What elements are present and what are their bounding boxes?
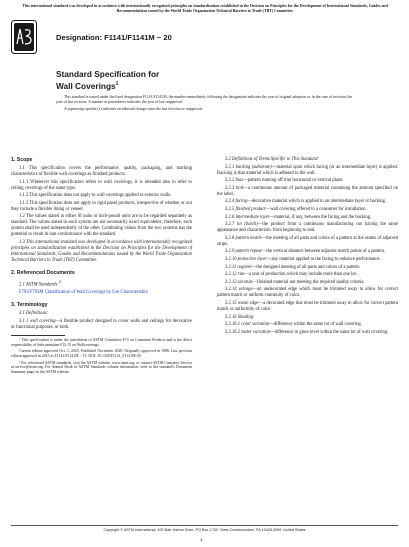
definition (217, 265, 398, 271)
definition-text: —pattern running off true horizontal or vertical plane. (243, 178, 344, 184)
header-notice: This international standard was developed in accordance with internationally recognized principles on standardization established in the Decision on Principles for the Development of International Standards, Guides and Recommendations issued by the World Trade Organization Technical Barriers to Trade (TBT) Committee. (22, 4, 388, 13)
term: 3.2.12 run (225, 272, 245, 278)
footnote: ² For referenced ASTM standards, visit the ASTM website, www.astm.org, or contact ASTM Customer Service at service@astm.org. For Annual Book of ASTM Standards volume information, refer to the standard's Document Summary page on the ASTM website. (11, 360, 192, 375)
right-column (217, 157, 398, 337)
definition (217, 315, 398, 321)
term: 3.2.16.2 luster variation (225, 329, 270, 335)
paragraph: 1.2 The values stated in either SI units or inch-pound units are to be regarded separately as standard. The values stated in each system are not necessarily exact equivalents; therefore, each system shall be used independently of the other. Combining values from the two systems has the potential to result in non-conformance with the standard. (11, 214, 192, 238)
term: 3.2.10 protective layer (225, 256, 267, 262)
paragraph (11, 279, 192, 289)
title-line-1: Standard Specification for (56, 69, 160, 79)
definition (217, 287, 398, 299)
definition-text: —material upon which facing (or an intermediate layer) is applied. Backing is that material which is adhered to the wall. (217, 164, 399, 176)
term: 3.2.13 seconds (225, 279, 253, 285)
section-heading: 2. Referenced Documents (11, 269, 75, 276)
definition-text: —a decorated edge that must be trimmed away to allow for correct pattern match or uniformity of color. (217, 300, 398, 312)
definition (217, 186, 398, 198)
footnote: Current edition approved Oct. 1, 2020. Published November 2020. Originally approved in 1988. Last previous edition approved in 2015 as F1141/F1141M − 15. DOI: 10.1520/F1141_F1141M-20. (11, 349, 192, 359)
paragraph: 1.1.2 This specification does not apply to wall coverings applied to exterior walls. (19, 193, 172, 199)
document-title (56, 69, 316, 91)
paragraph: 1.3 This international standard was developed in accordance with internationally recognized principles on standardization established in the Decision on Principles for the Development of International Standards, Guides and Recommendations issued by the World Trade Organization Technical Barriers to Trade (TBT) Committee. (11, 239, 192, 263)
definition-text: —material, if any, between the facing and the backing. (269, 214, 372, 220)
copyright-footer: Copyright © ASTM International, 100 Barr Harbor Drive, PO Box C700, West Conshohocken, PA 19428-2959. United States (103, 528, 306, 532)
footnote-divider (11, 335, 65, 336)
left-column (11, 157, 192, 377)
definition (217, 257, 398, 263)
term: 3.1.1 wall covering (19, 318, 56, 324)
term: 3.2.1 backing (substrate) (225, 164, 272, 170)
section-heading: 1. Scope (11, 157, 33, 163)
intro-block (56, 95, 356, 114)
term: 3.2.11 register (225, 264, 252, 270)
definition (217, 322, 398, 328)
definition (217, 222, 398, 234)
footnote-ref: 2 (58, 279, 61, 284)
definition (217, 199, 398, 205)
definition (217, 178, 398, 184)
term: 3.2.4 facing (225, 199, 248, 205)
title-line-2 (56, 79, 316, 91)
term: 3.2.3 bolt (225, 185, 244, 191)
definitions-list (217, 165, 398, 336)
paragraph: 1.1 This specification covers the performance, quality, packaging, and marking characteristics of flexible wall coverings as finished products. (11, 166, 192, 177)
definition-text: —a unit of production which may include more than one lot. (244, 272, 357, 278)
intro-paragraph: This standard is issued under the fixed designation F1141/F1141M; the number immediately following the designation indicates the year of original adoption or, in the case of revision, the year of last revision. A number in parentheses indicates the year of last reapproval. (56, 95, 353, 105)
reference-link[interactable]: F793/F793M Classification of Wall Coverings by Use Characteristics (19, 290, 149, 296)
definition-text: —wall covering offered to a consumer for installation. (265, 206, 367, 212)
astm-logo-icon (11, 20, 37, 54)
definition (217, 165, 398, 177)
subheading: 3.2 Definitions of Terms Specific to This Standard: (225, 157, 320, 162)
definition (217, 280, 398, 286)
definition-text: —the vertical distance between adjacent match points of a pattern. (261, 249, 386, 255)
intro-paragraph: A superscript epsilon (ε) indicates an editorial change since the last revision or reapproval. (64, 107, 204, 112)
definition-text: —a flexible product designed to cover walls and ceilings for decorative or functional purposes, or both. (11, 318, 192, 330)
term: 3.2.9 pattern repeat (225, 249, 262, 255)
title-text: Wall Coverings (56, 80, 116, 91)
term: 3.2.8 pattern match (225, 235, 262, 241)
definition-text: —a continuous amount of packaged material containing the amount specified on the label. (217, 185, 398, 197)
definition (11, 319, 192, 331)
footer-divider (11, 525, 398, 526)
term: 3.2.16 Shading: (225, 314, 255, 320)
definition-text: —the designed meeting of all parts and colors of a pattern. (251, 264, 361, 270)
definition (217, 207, 398, 213)
definition-text: —difference in gloss level within the same lot of wall covering. (270, 329, 389, 335)
subheading: 2.1 ASTM Standards: (19, 282, 59, 288)
page-number: 1 (200, 537, 203, 542)
footnote: ¹ This specification is under the jurisdiction of ASTM Committee F15 on Consumer Products and is the direct responsibility of Subcommittee F15.15 on Wallcoverings. (11, 337, 192, 347)
term: 3.2.2 bias (225, 178, 244, 184)
definition-text: —any material applied to the facing to enhance performance. (266, 256, 381, 262)
definition (217, 330, 398, 336)
definition-text: —an undecorated edge which must be trimmed away to allow for correct pattern match or uniform continuity of color. (217, 287, 398, 299)
definition (217, 215, 398, 221)
subheading: 3.1 Definitions: (19, 311, 49, 317)
definition (217, 236, 398, 248)
section-heading: 3. Terminology (11, 302, 48, 309)
definition-text: —decorative material which is applied to an intermediate layer or backing. (247, 199, 387, 205)
term: 3.2.5 finished product (225, 206, 266, 212)
term: 3.2.7 lot (batch) (225, 222, 258, 228)
term: 3.2.15 waste edge (225, 300, 259, 306)
term: 3.2.6 intermediate layer (225, 214, 270, 220)
paragraph: 1.1.3 This specification does not apply to rigid panel products, irrespective of whether or not they include a flexible lining or veneer. (11, 200, 192, 212)
definition-text: —the meeting of all parts and colors of a pattern at the seams of adjacent strips. (217, 235, 398, 247)
definition (217, 272, 398, 278)
definition-text: —finished material not meeting the required quality criteria. (252, 279, 365, 285)
definition-text: —difference within the same lot of wall covering. (269, 322, 362, 328)
definition (217, 301, 398, 313)
term: 3.2.16.1 color variation (225, 322, 270, 328)
paragraph: 1.1.1 Whenever this specification refers to wall coverings, it is intended also to refer to ceiling coverings of the same type. (11, 179, 192, 191)
definition (217, 249, 398, 255)
designation: Designation: F1141/F1141M − 20 (56, 33, 172, 42)
term: 3.2.14 selvage (225, 287, 253, 293)
title-footnote-ref: 1 (115, 81, 119, 87)
definition-text: —the product from a continuous manufacturing run having the same appearance and characteristic from beginning to end. (217, 222, 398, 234)
